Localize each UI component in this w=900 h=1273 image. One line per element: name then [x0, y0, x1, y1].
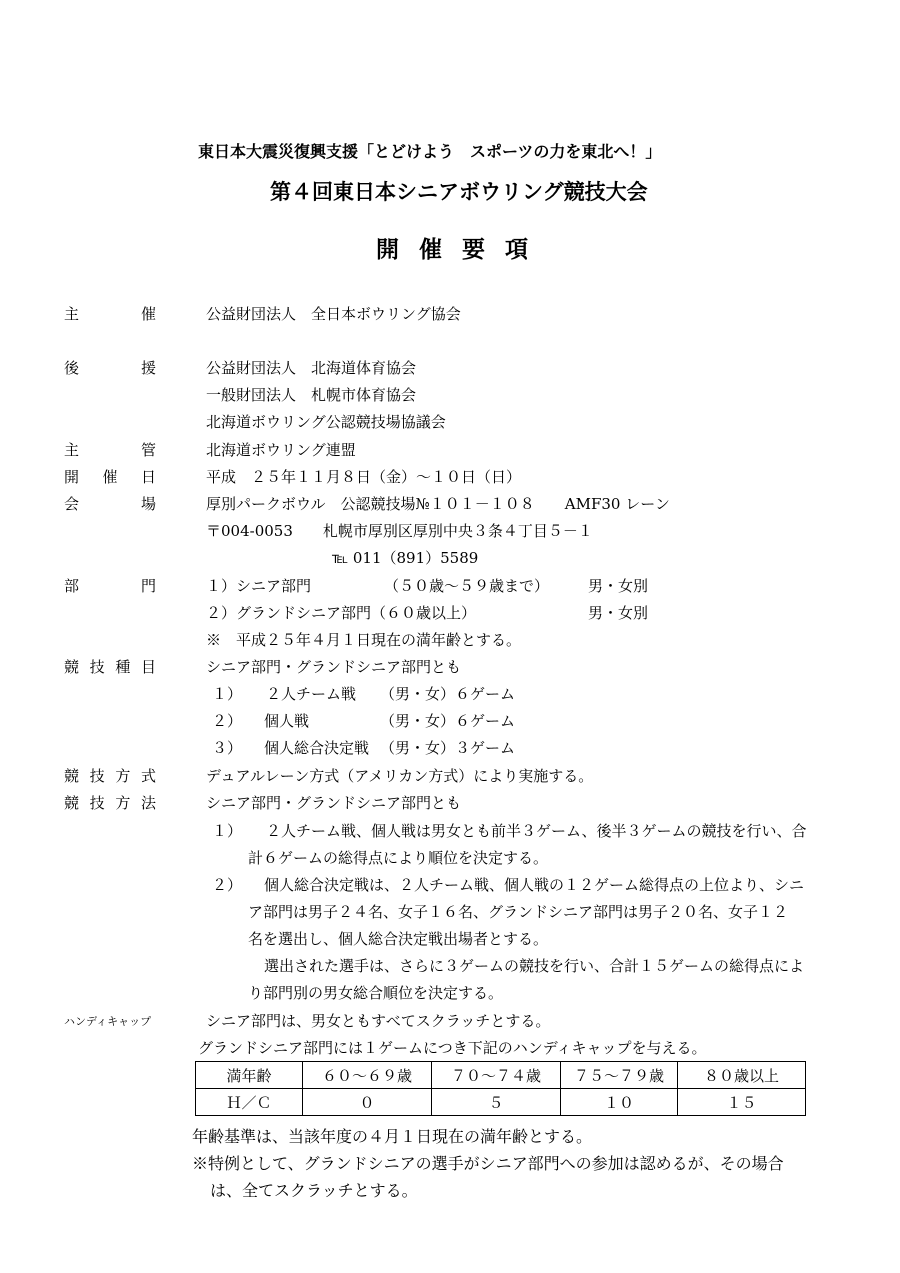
- label-management: [64, 439, 156, 460]
- label-char: 競: [64, 658, 80, 676]
- event-name: 個人戦: [264, 712, 310, 730]
- event-title: 第４回東日本シニアボウリング競技大会: [270, 180, 648, 204]
- method-num: １）: [212, 822, 243, 840]
- section-heading: 開催要項: [376, 237, 548, 263]
- event-num: １）: [212, 685, 243, 703]
- label-char: 方: [115, 767, 131, 785]
- method-text: ２人チーム戦、個人戦は男女とも前半３ゲーム、後半３ゲームの競技を行い、合: [266, 822, 807, 840]
- label-char: 開: [64, 468, 80, 486]
- division-senior: １）シニア部門: [206, 577, 312, 595]
- label-char: 競: [64, 767, 80, 785]
- support-line: 公益財団法人 北海道体育協会: [206, 359, 417, 377]
- event-subtitle: 東日本大震災復興支援「とどけよう スポーツの力を東北へ！」: [198, 142, 662, 161]
- label-char: 技: [89, 794, 105, 812]
- method-text: 計６ゲームの総得点により順位を決定する。: [248, 849, 549, 867]
- format-value: デュアルレーン方式（アメリカン方式）により実施する。: [206, 767, 594, 785]
- event-name: ２人チーム戦: [266, 685, 357, 703]
- label-char: 催: [102, 468, 118, 486]
- label-char: 後: [64, 359, 80, 377]
- label-char: 催: [140, 305, 156, 323]
- label-char: 技: [89, 767, 105, 785]
- handicap-table: [195, 1061, 806, 1116]
- method-text: 個人総合決定戦は、２人チーム戦、個人戦の１２ゲーム総得点の上位より、シニ: [264, 876, 805, 894]
- age-basis-note: 年齢基準は、当該年度の４月１日現在の満年齢とする。: [192, 1127, 593, 1146]
- table-cell: １０: [561, 1089, 678, 1116]
- event-num: ３）: [212, 739, 243, 757]
- event-detail: （男・女）３ゲーム: [380, 739, 516, 757]
- label-char: 日: [140, 468, 156, 486]
- division-note: ※ 平成２５年４月１日現在の満年齢とする。: [206, 631, 522, 649]
- label-venue: [64, 493, 156, 514]
- label-char: 場: [140, 495, 156, 513]
- event-name: 個人総合決定戦: [264, 739, 370, 757]
- method-num: ２）: [212, 876, 243, 894]
- venue-address: 〒004-0053 札幌市厚別区厚別中央３条４丁目５－１: [206, 522, 593, 540]
- handicap-table-row: [196, 1089, 806, 1116]
- table-cell: ０: [303, 1089, 432, 1116]
- label-char: 会: [64, 495, 80, 513]
- method-text: 選出された選手は、さらに３ゲームの競技を行い、合計１５ゲームの総得点によ: [264, 957, 805, 975]
- label-char: 主: [64, 441, 80, 459]
- division-grand: ２）グランドシニア部門（６０歳以上）: [206, 604, 477, 622]
- table-cell: ８０歳以上: [678, 1062, 806, 1089]
- method-intro: シニア部門・グランドシニア部門とも: [206, 794, 462, 812]
- table-cell: ７５～７９歳: [561, 1062, 678, 1089]
- events-intro: シニア部門・グランドシニア部門とも: [206, 658, 462, 676]
- division-grand-sex: 男・女別: [588, 604, 649, 622]
- handicap-line1: シニア部門は、男女ともすべてスクラッチとする。: [206, 1012, 551, 1030]
- management-value: 北海道ボウリング連盟: [206, 441, 356, 459]
- method-text: 名を選出し、個人総合決定戦出場者とする。: [248, 930, 549, 948]
- support-line: 北海道ボウリング公認競技場協議会: [206, 413, 446, 431]
- label-char: 式: [140, 767, 156, 785]
- organizer-value: 公益財団法人 全日本ボウリング協会: [206, 305, 461, 323]
- table-cell: ６０～６９歳: [303, 1062, 432, 1089]
- venue-phone: ℡ 011（891）5589: [332, 549, 479, 567]
- label-char: 種: [115, 658, 131, 676]
- table-cell: ７０～７４歳: [432, 1062, 561, 1089]
- label-organizer: [64, 303, 156, 324]
- method-text: ア部門は男子２４名、女子１６名、グランドシニア部門は男子２０名、女子１２: [248, 903, 789, 921]
- support-line: 一般財団法人 札幌市体育協会: [206, 386, 417, 404]
- label-method: [64, 792, 156, 813]
- label-char: 技: [89, 658, 105, 676]
- method-text: り部門別の男女総合順位を決定する。: [248, 984, 504, 1002]
- handicap-line2: グランドシニア部門には１ゲームにつき下記のハンディキャップを与える。: [198, 1039, 707, 1057]
- table-cell: Ｈ／Ｃ: [196, 1089, 303, 1116]
- special-note-cont: は、全てスクラッチとする。: [210, 1181, 418, 1200]
- date-value: 平成 ２５年１１月８日（金）～１０日（日）: [206, 468, 522, 486]
- label-char: 主: [64, 305, 80, 323]
- label-char: 法: [140, 794, 156, 812]
- label-handicap: ハンディキャップ: [64, 1015, 152, 1028]
- label-char: 援: [140, 359, 156, 377]
- label-date: [64, 466, 156, 487]
- event-detail: （男・女）６ゲーム: [380, 685, 516, 703]
- label-char: 部: [64, 577, 80, 595]
- event-detail: （男・女）６ゲーム: [380, 712, 516, 730]
- special-note: ※特例として、グランドシニアの選手がシニア部門への参加は認めるが、その場合: [192, 1154, 784, 1173]
- label-char: 方: [115, 794, 131, 812]
- label-char: 管: [140, 441, 156, 459]
- label-char: 門: [140, 577, 156, 595]
- table-cell: 満年齢: [196, 1062, 303, 1089]
- handicap-table-header: [196, 1062, 806, 1089]
- event-num: ２）: [212, 712, 243, 730]
- label-support: [64, 357, 156, 378]
- table-cell: １５: [678, 1089, 806, 1116]
- label-divisions: [64, 575, 156, 596]
- label-format: [64, 765, 156, 786]
- venue-line: 厚別パークボウル 公認競技場№１０１－１０８ AMF30 レーン: [206, 495, 670, 513]
- label-events: [64, 656, 156, 677]
- label-char: 競: [64, 794, 80, 812]
- label-char: 目: [140, 658, 156, 676]
- table-cell: ５: [432, 1089, 561, 1116]
- division-senior-sex: 男・女別: [588, 577, 649, 595]
- division-senior-age: （５０歳～５９歳まで）: [384, 577, 550, 595]
